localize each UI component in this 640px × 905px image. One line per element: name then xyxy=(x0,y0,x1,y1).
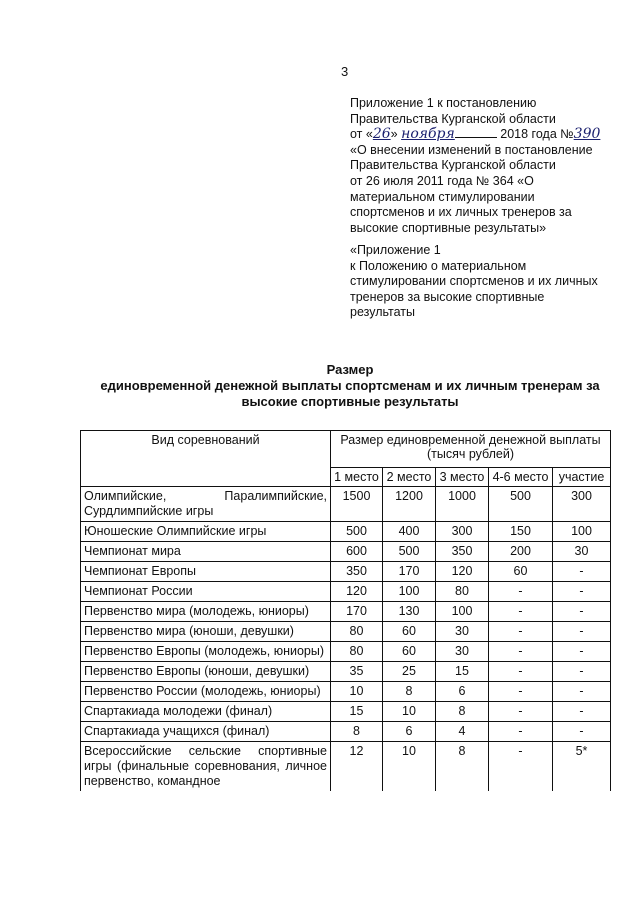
payment-value: 500 xyxy=(489,487,553,522)
appendix2-line: тренеров за высокие спортивные xyxy=(350,289,545,304)
payment-value: 170 xyxy=(331,602,383,622)
title-line-2: единовременной денежной выплаты спортсменам и их личным тренерам за xyxy=(100,378,600,393)
appendix-date-line xyxy=(350,127,620,143)
payment-value: 10 xyxy=(383,702,436,722)
payment-value: 60 xyxy=(383,622,436,642)
payment-value: 300 xyxy=(553,487,611,522)
payment-value: - xyxy=(553,682,611,702)
payment-value: 5* xyxy=(553,742,611,792)
payment-value: - xyxy=(489,602,553,622)
payment-value: 400 xyxy=(383,522,436,542)
payment-value: 30 xyxy=(436,642,489,662)
appendix-line: спортсменов и их личных тренеров за xyxy=(350,205,572,220)
payment-value: 600 xyxy=(331,542,383,562)
date-month-handwritten: ноября xyxy=(401,126,455,143)
payment-value: 170 xyxy=(383,562,436,582)
blank-underline xyxy=(455,127,497,138)
header-competition-type: Вид соревнований xyxy=(81,431,331,487)
document-number-handwritten: 390 xyxy=(573,126,601,143)
payment-value: - xyxy=(489,582,553,602)
payment-value: 100 xyxy=(436,602,489,622)
payment-value: 500 xyxy=(383,542,436,562)
payment-value: - xyxy=(489,742,553,792)
payment-value: 15 xyxy=(436,662,489,682)
appendix-line: «О внесении изменений в постановление xyxy=(350,142,593,157)
payment-value: 6 xyxy=(436,682,489,702)
competition-name: Первенство Европы (юноши, девушки) xyxy=(81,662,331,682)
table-row xyxy=(81,742,611,792)
competition-name: Спартакиада молодежи (финал) xyxy=(81,702,331,722)
competition-name: Спартакиада учащихся (финал) xyxy=(81,722,331,742)
date-prefix: от « xyxy=(350,127,373,142)
page-number: 3 xyxy=(341,64,349,79)
competition-name: Юношеские Олимпийские игры xyxy=(81,522,331,542)
table-row xyxy=(81,562,611,582)
payment-value: 1500 xyxy=(331,487,383,522)
payment-value: 35 xyxy=(331,662,383,682)
subheader-cell: 1 место xyxy=(331,468,383,487)
payment-value: 8 xyxy=(436,702,489,722)
payment-value: 120 xyxy=(436,562,489,582)
payment-value: 25 xyxy=(383,662,436,682)
payment-value: 60 xyxy=(383,642,436,662)
payment-value: 350 xyxy=(436,542,489,562)
date-mid: » xyxy=(390,127,398,142)
appendix-line: высокие спортивные результаты» xyxy=(350,220,547,235)
payment-value: - xyxy=(553,582,611,602)
appendix-line: Правительства Курганской области xyxy=(350,158,556,173)
payment-value: 1200 xyxy=(383,487,436,522)
table-row xyxy=(81,722,611,742)
payment-value: 150 xyxy=(489,522,553,542)
table-row xyxy=(81,662,611,682)
appendix-line: Приложение 1 к постановлению xyxy=(350,96,537,110)
payment-value: - xyxy=(553,662,611,682)
payment-value: 30 xyxy=(553,542,611,562)
payments-table xyxy=(80,430,611,791)
payment-value: 4 xyxy=(436,722,489,742)
payment-value: - xyxy=(489,682,553,702)
appendix2-line: к Положению о материальном xyxy=(350,258,527,273)
payment-value: 500 xyxy=(331,522,383,542)
competition-name: Чемпионат мира xyxy=(81,542,331,562)
payment-value: 6 xyxy=(383,722,436,742)
payment-value: - xyxy=(489,642,553,662)
payment-value: 10 xyxy=(331,682,383,702)
payment-value: 100 xyxy=(383,582,436,602)
table-row xyxy=(81,622,611,642)
date-suffix: 2018 года № xyxy=(500,127,574,142)
table-row xyxy=(81,642,611,662)
payment-value: 12 xyxy=(331,742,383,792)
title-line-1: Размер xyxy=(326,362,374,377)
date-day-handwritten: 26 xyxy=(372,126,391,143)
payment-value: - xyxy=(553,722,611,742)
appendix-line: материальном стимулировании xyxy=(350,189,535,204)
payment-value: 130 xyxy=(383,602,436,622)
payment-value: 300 xyxy=(436,522,489,542)
competition-name: Олимпийские, Паралимпийские, Сурдлимпийские игры xyxy=(81,487,331,522)
payment-value: - xyxy=(489,722,553,742)
appendix2-line: стимулировании спортсменов и их личных xyxy=(350,274,598,289)
payment-value: - xyxy=(489,702,553,722)
payment-value: 8 xyxy=(331,722,383,742)
subheader-cell: 2 место xyxy=(383,468,436,487)
appendix-header xyxy=(350,96,620,236)
payment-value: 8 xyxy=(436,742,489,792)
payment-value: - xyxy=(489,622,553,642)
competition-name: Первенство России (молодежь, юниоры) xyxy=(81,682,331,702)
competition-name: Всероссийские сельские спортивные игры (финальные соревнования, личное первенство, командное xyxy=(81,742,331,792)
payment-value: - xyxy=(553,702,611,722)
payment-value: 60 xyxy=(489,562,553,582)
payment-value: - xyxy=(489,662,553,682)
table-row xyxy=(81,682,611,702)
payment-value: - xyxy=(553,622,611,642)
payment-value: - xyxy=(553,562,611,582)
payment-value: 200 xyxy=(489,542,553,562)
table-row xyxy=(81,702,611,722)
header-payment-size: Размер единовременной денежной выплаты (тысяч рублей) xyxy=(331,431,611,468)
appendix-2-header xyxy=(350,243,620,321)
payment-value: 100 xyxy=(553,522,611,542)
appendix2-line: «Приложение 1 xyxy=(350,243,441,257)
payment-value: - xyxy=(553,642,611,662)
competition-name: Чемпионат Европы xyxy=(81,562,331,582)
table-row xyxy=(81,602,611,622)
table-row xyxy=(81,522,611,542)
table-row xyxy=(81,542,611,562)
payment-value: 10 xyxy=(383,742,436,792)
title-line-3: высокие спортивные результаты xyxy=(241,394,459,409)
payment-value: 15 xyxy=(331,702,383,722)
competition-name: Первенство Европы (молодежь, юниоры) xyxy=(81,642,331,662)
payment-value: 8 xyxy=(383,682,436,702)
payment-value: 30 xyxy=(436,622,489,642)
subheader-cell: 3 место xyxy=(436,468,489,487)
payment-value: 120 xyxy=(331,582,383,602)
competition-name: Чемпионат России xyxy=(81,582,331,602)
appendix2-line: результаты xyxy=(350,305,415,320)
competition-name: Первенство мира (юноши, девушки) xyxy=(81,622,331,642)
payment-value: 80 xyxy=(436,582,489,602)
payment-value: 80 xyxy=(331,642,383,662)
payment-value: 80 xyxy=(331,622,383,642)
payment-value: - xyxy=(553,602,611,622)
table-row xyxy=(81,487,611,522)
table-row xyxy=(81,582,611,602)
payment-value: 1000 xyxy=(436,487,489,522)
appendix-line: от 26 июля 2011 года № 364 «О xyxy=(350,173,534,188)
competition-name: Первенство мира (молодежь, юниоры) xyxy=(81,602,331,622)
appendix-line: Правительства Курганской области xyxy=(350,111,556,126)
subheader-cell: участие xyxy=(553,468,611,487)
subheader-cell: 4-6 место xyxy=(489,468,553,487)
payment-value: 350 xyxy=(331,562,383,582)
